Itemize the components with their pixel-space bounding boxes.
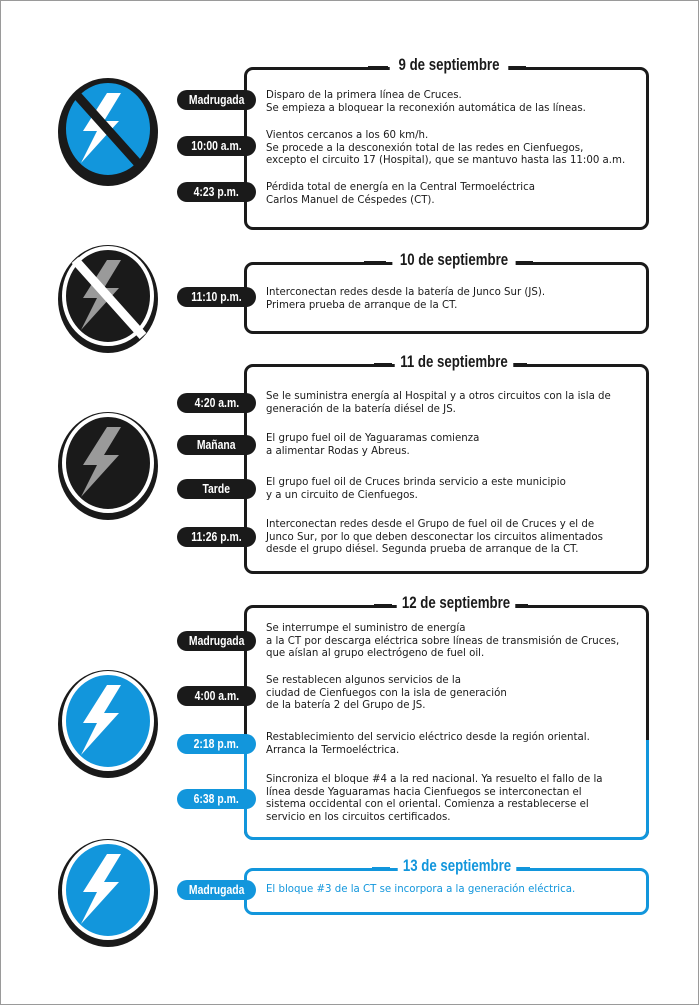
date-dash-left bbox=[364, 261, 386, 265]
event-text: El grupo fuel oil de Yaguaramas comienza a alimentar Rodas y Abreus. bbox=[266, 433, 480, 457]
event-text: Pérdida total de energía en la Central Termoeléctrica Carlos Manuel de Céspedes (CT). bbox=[266, 182, 535, 206]
date-dash-right bbox=[506, 66, 526, 70]
date-label-12-sep: 12 de septiembre bbox=[397, 593, 516, 613]
event-text: Se interrumpe el suministro de energía a la CT por descarga eléctrica sobre líneas de transmisión de Cruces, que aíslan al grupo electrógeno de fuel oil. bbox=[266, 623, 620, 659]
time-pill: Madrugada bbox=[177, 90, 256, 110]
time-pill: 2:18 p.m. bbox=[177, 734, 256, 754]
time-pill: 11:10 p.m. bbox=[177, 287, 256, 307]
time-pill: 6:38 p.m. bbox=[177, 789, 256, 809]
gray-crossed-lightning-icon bbox=[53, 238, 163, 356]
event-text: El grupo fuel oil de Cruces brinda servicio a este municipio y a un circuito de Cienfuegos. bbox=[266, 477, 566, 501]
time-pill: Madrugada bbox=[177, 631, 256, 651]
event-text: El bloque #3 de la CT se incorpora a la generación eléctrica. bbox=[266, 884, 576, 895]
blue-lightning-icon bbox=[53, 663, 163, 781]
date-dash-left bbox=[374, 604, 392, 608]
date-dash-left bbox=[368, 66, 388, 70]
event-text: Restablecimiento del servicio eléctrico desde la región oriental. Arranca la Termoeléctrica. bbox=[266, 732, 590, 756]
event-text: Interconectan redes desde el Grupo de fuel oil de Cruces y el de Junco Sur, por lo que deben desconectar los circuitos alimentados desde el grupo diésel. Segunda prueba de arranque de la CT. bbox=[266, 519, 603, 555]
event-text: Interconectan redes desde la batería de Junco Sur (JS). Primera prueba de arranque de la CT. bbox=[266, 287, 546, 311]
date-label-11-sep: 11 de septiembre bbox=[395, 352, 514, 372]
date-dash-left bbox=[372, 867, 390, 871]
date-label-13-sep: 13 de septiembre bbox=[398, 856, 517, 876]
blue-crossed-lightning-icon bbox=[53, 71, 163, 189]
event-text: Se restablecen algunos servicios de la ciudad de Cienfuegos con la isla de generación de la batería 2 del Grupo de JS. bbox=[266, 675, 507, 711]
gray-lightning-icon bbox=[53, 405, 163, 523]
date-dash-left bbox=[374, 363, 392, 367]
date-label-10-sep: 10 de septiembre bbox=[392, 250, 515, 270]
time-pill: 4:23 p.m. bbox=[177, 182, 256, 202]
time-pill: Madrugada bbox=[177, 880, 256, 900]
blue-lightning-icon bbox=[53, 832, 163, 950]
time-pill: 11:26 p.m. bbox=[177, 527, 256, 547]
time-pill: 10:00 a.m. bbox=[177, 136, 256, 156]
event-text: Disparo de la primera línea de Cruces. Se empieza a bloquear la reconexión automática de las líneas. bbox=[266, 90, 586, 114]
time-pill: Mañana bbox=[177, 435, 256, 455]
time-pill: 4:00 a.m. bbox=[177, 686, 256, 706]
event-text: Vientos cercanos a los 60 km/h. Se procede a la desconexión total de las redes en Cienfuegos, excepto el circuito 17 (Hospital), que se mantuvo hasta las 11:00 a.m. bbox=[266, 130, 626, 166]
event-text: Sincroniza el bloque #4 a la red nacional. Ya resuelto el fallo de la línea desde Yaguaramas hacia Cienfuegos se interconectan el sistema occidental con el oriental. Comienza a restablecerse el servicio en los circuitos certificados. bbox=[266, 774, 603, 823]
event-text: Se le suministra energía al Hospital y a otros circuitos con la isla de generación de la batería diésel de JS. bbox=[266, 391, 611, 415]
date-label-9-sep: 9 de septiembre bbox=[390, 55, 509, 75]
time-pill: Tarde bbox=[177, 479, 256, 499]
time-pill: 4:20 a.m. bbox=[177, 393, 256, 413]
